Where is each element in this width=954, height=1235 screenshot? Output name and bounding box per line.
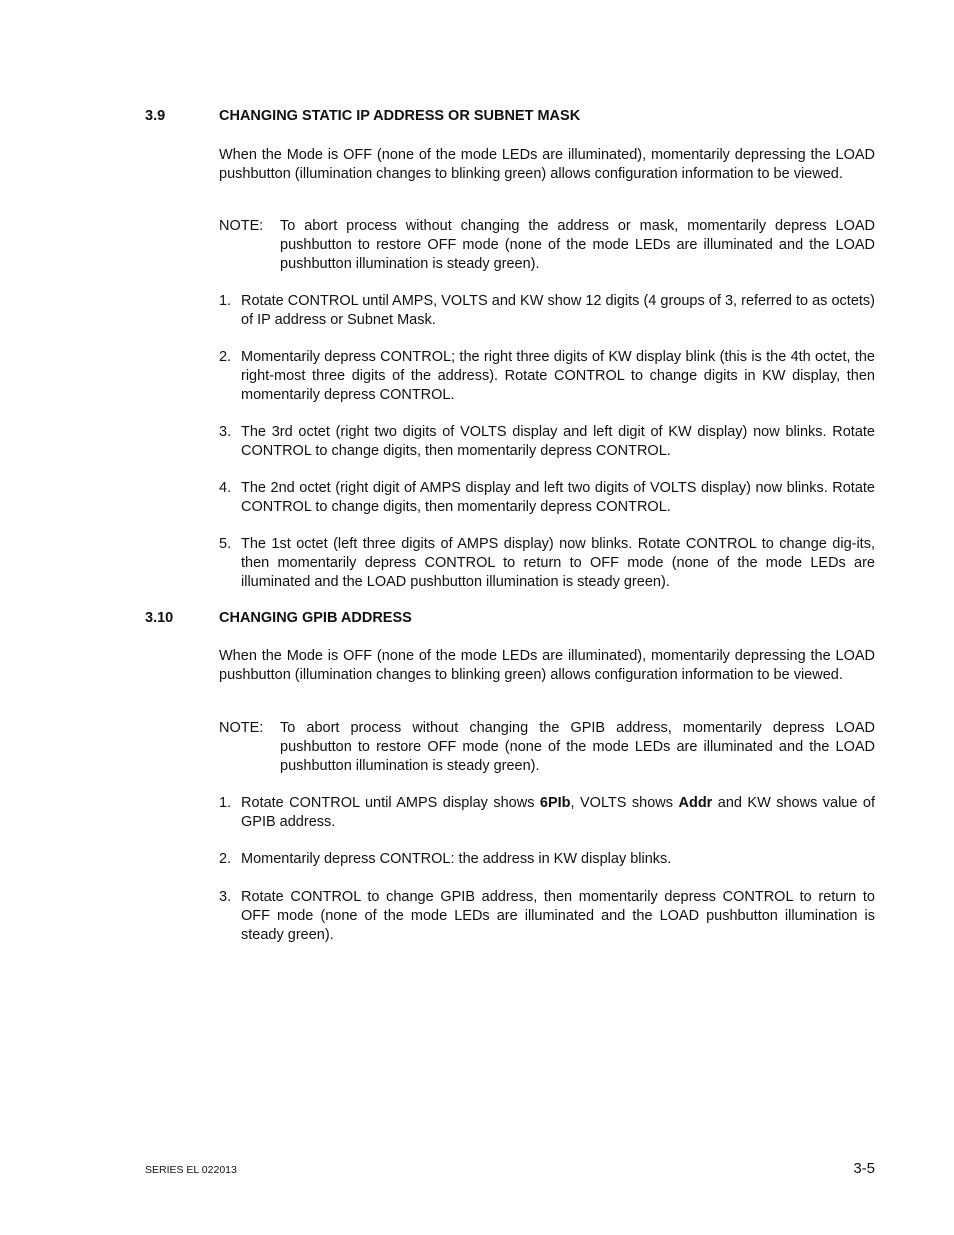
display-code-volts: Addr [678,795,713,811]
list-item-number: 4. [219,480,232,496]
list-item [219,423,875,461]
list-item-text: The 1st octet (left three digits of AMPS display) now blinks. Rotate CONTROL to change dig-its, then momentarily depress CONTROL to return to OFF mode (none of the mode LEDs are illuminated and the LOAD pushbutton illumination is steady green). [241,536,875,590]
list-item [219,348,875,405]
list-item [219,535,875,592]
step-text-part: and KW shows value of GPIB address. [241,795,875,830]
step-text-part: , VOLTS shows [570,795,679,811]
section-number: 3.9 [145,108,166,124]
list-item [219,850,875,869]
list-item-text [241,794,875,832]
section-intro-paragraph: When the Mode is OFF (none of the mode LEDs are illuminated), momentarily depressing the LOAD pushbutton (illumination changes to blinking green) allows configuration information to be viewed. [219,648,875,683]
footer-page-number: 3-5 [853,1160,875,1177]
list-item-text: The 3rd octet (right two digits of VOLTS display and left digit of KW display) now blinks. Rotate CONTROL to change digits, then momentarily depress CONTROL. [241,424,875,459]
list-item [219,479,875,517]
list-item-number: 5. [219,536,232,552]
list-item-text: Rotate CONTROL until AMPS, VOLTS and KW show 12 digits (4 groups of 3, referred to as octets) of IP address or Subnet Mask. [241,293,875,328]
section-title: CHANGING STATIC IP ADDRESS OR SUBNET MASK [219,108,581,124]
list-item-text: Rotate CONTROL to change GPIB address, then momentarily depress CONTROL to return to OFF mode (none of the mode LEDs are illuminated and the LOAD pushbutton illumination is steady green). [241,889,875,943]
step-text-part: Rotate CONTROL until AMPS display shows [241,795,540,811]
list-item-number: 1. [219,293,232,309]
footer-document-id: SERIES EL 022013 [145,1164,237,1176]
section-heading-3-10 [145,610,885,626]
list-item-text: Momentarily depress CONTROL: the address in KW display blinks. [241,851,672,867]
note-block [219,719,875,776]
list-item-number: 3. [219,889,232,905]
section-intro-paragraph: When the Mode is OFF (none of the mode LEDs are illuminated), momentarily depressing the LOAD pushbutton (illumination changes to blinking green) allows configuration information to be viewed. [219,147,875,182]
note-label: NOTE: [219,720,264,736]
section-title: CHANGING GPIB ADDRESS [219,610,412,626]
section-number: 3.10 [145,610,174,626]
list-item-number: 1. [219,795,232,811]
display-code-amps: 6PIb [539,795,571,811]
list-item-text: Momentarily depress CONTROL; the right three digits of KW display blink (this is the 4th octet, the right-most three digits of the address). Rotate CONTROL to change digits in KW display, then momentarily depress CONTROL. [241,349,875,403]
section-heading-3-9 [145,108,885,124]
list-item-number: 2. [219,349,232,365]
note-label: NOTE: [219,218,264,234]
list-item [219,292,875,330]
list-item [219,888,875,945]
note-block [219,217,875,274]
list-item [219,794,875,832]
note-text: To abort process without changing the GPIB address, momentarily depress LOAD pushbutton to restore OFF mode (none of the mode LEDs are illuminated and the LOAD pushbutton illumination is steady green). [280,720,875,774]
list-item-number: 3. [219,424,232,440]
list-item-number: 2. [219,851,232,867]
note-text: To abort process without changing the address or mask, momentarily depress LOAD pushbutton to restore OFF mode (none of the mode LEDs are illuminated and the LOAD pushbutton illumination is steady green). [280,218,875,272]
list-item-text: The 2nd octet (right digit of AMPS display and left two digits of VOLTS display) now blinks. Rotate CONTROL to change digits, then momentarily depress CONTROL. [241,480,875,515]
